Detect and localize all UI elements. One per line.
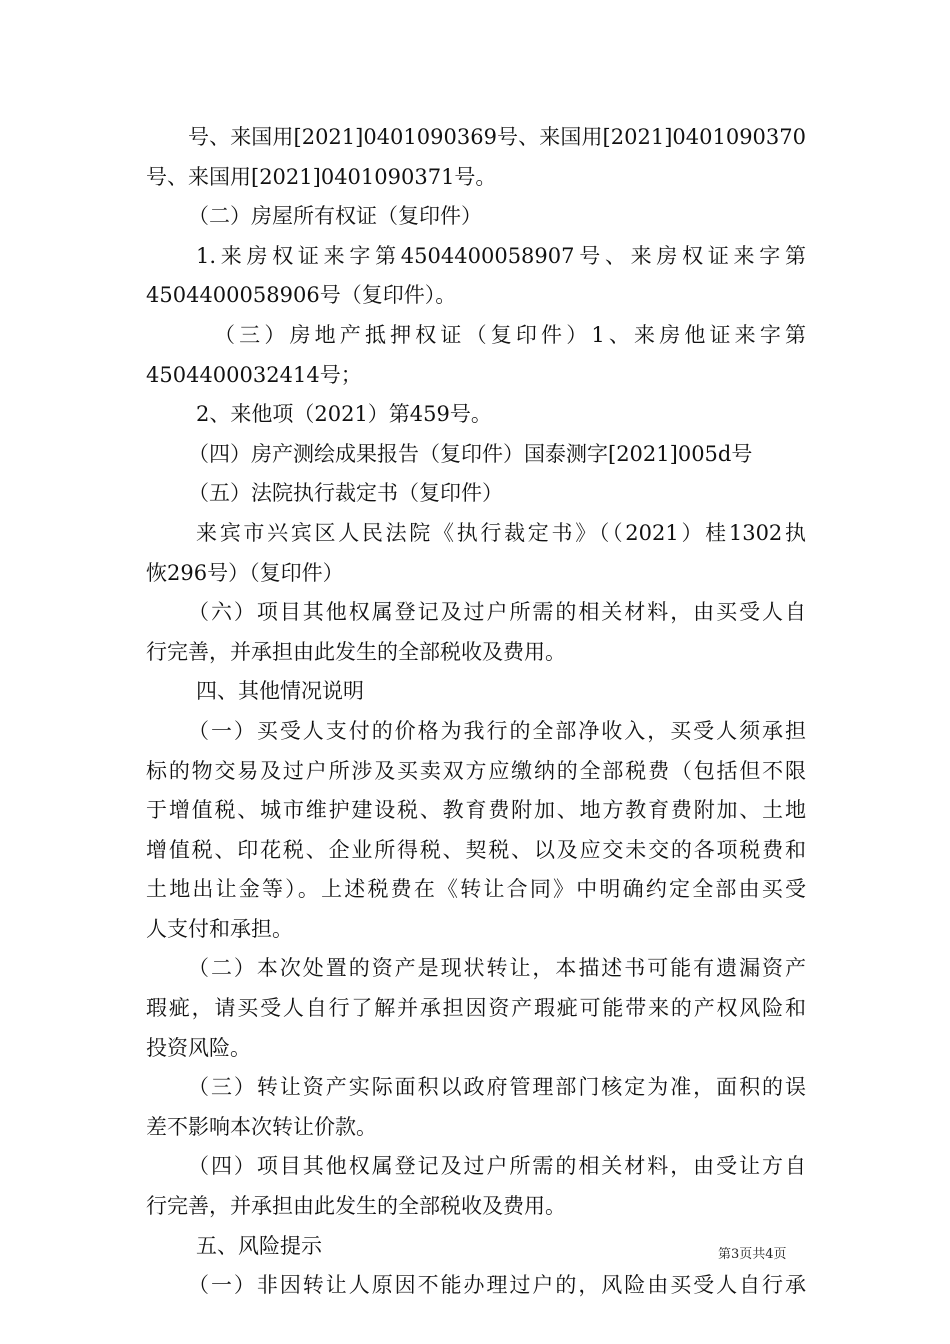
document-body — [146, 118, 806, 1306]
text-line: 差不影响本次转让价款。 — [146, 1114, 377, 1139]
text-line: 4504400058906号（复印件）。 — [146, 283, 457, 308]
text-line: 于增值税、城市维护建设税、教育费附加、地方教育费附加、土地 — [146, 798, 806, 823]
text-line: （二）房屋所有权证（复印件） — [188, 204, 482, 229]
text-line: 1.来房权证来字第4504400058907号、来房权证来字第 — [196, 243, 806, 268]
text-line: （三）房地产抵押权证（复印件）1、来房他证来字第 — [214, 322, 806, 347]
text-line: 四、其他情况说明 — [196, 679, 364, 704]
text-line: 行完善，并承担由此发生的全部税收及费用。 — [146, 1194, 566, 1219]
text-line: 2、来他项（2021）第459号。 — [196, 402, 492, 427]
text-line: （二）本次处置的资产是现状转让，本描述书可能有遗漏资产 — [188, 956, 806, 981]
text-line: 增值税、印花税、企业所得税、契税、以及应交未交的各项税费和 — [146, 837, 806, 862]
text-line: （一）买受人支付的价格为我行的全部净收入，买受人须承担 — [188, 718, 806, 743]
text-line: （三）转让资产实际面积以政府管理部门核定为准，面积的误 — [188, 1075, 806, 1100]
text-line: 投资风险。 — [146, 1035, 251, 1060]
text-line: 恢296号）（复印件） — [146, 560, 344, 585]
text-line: （四）房产测绘成果报告（复印件）国泰测字[2021]005d号 — [188, 441, 753, 466]
text-line: （一）非因转让人原因不能办理过户的，风险由买受人自行承 — [188, 1273, 806, 1298]
text-line: 五、风险提示 — [196, 1233, 322, 1258]
text-line: （五）法院执行裁定书（复印件） — [188, 481, 503, 506]
text-line: 号、来国用[2021]0401090369号、来国用[2021]0401090370 — [188, 125, 806, 149]
text-line: 来宾市兴宾区人民法院《执行裁定书》（（2021）桂1302执 — [196, 520, 806, 545]
text-line: （四）项目其他权属登记及过户所需的相关材料，由受让方自 — [188, 1154, 806, 1179]
page-number-footer: 第3页共4页 — [718, 1247, 787, 1262]
text-line: 瑕疵，请买受人自行了解并承担因资产瑕疵可能带来的产权风险和 — [146, 996, 806, 1021]
text-line: 4504400032414号； — [146, 362, 362, 387]
text-line: 人支付和承担。 — [146, 916, 293, 941]
text-line: 号、来国用[2021]0401090371号。 — [146, 164, 497, 189]
text-line: 土地出让金等）。上述税费在《转让合同》中明确约定全部由买受 — [146, 877, 806, 902]
text-line: 行完善，并承担由此发生的全部税收及费用。 — [146, 639, 566, 664]
text-line: （六）项目其他权属登记及过户所需的相关材料，由买受人自 — [188, 600, 806, 625]
text-line: 标的物交易及过户所涉及买卖双方应缴纳的全部税费（包括但不限 — [146, 758, 806, 783]
